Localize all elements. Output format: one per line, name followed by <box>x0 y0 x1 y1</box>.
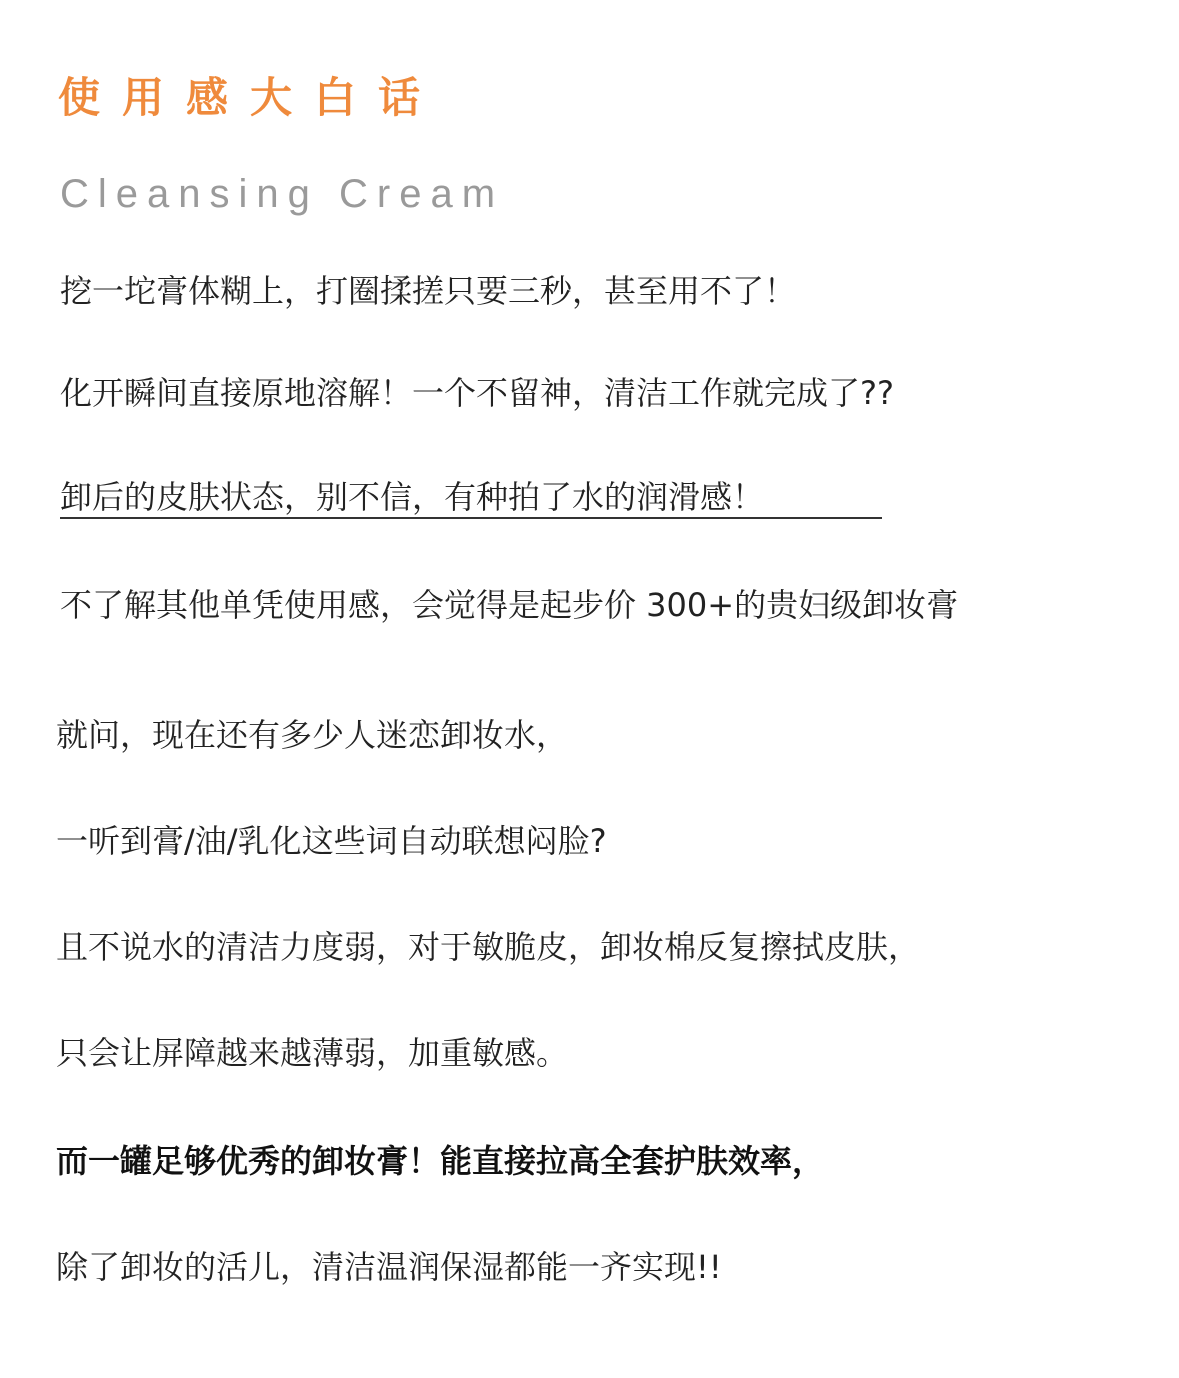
paragraph-7: 且不说水的清洁力度弱，对于敏脆皮，卸妆棉反复擦拭皮肤， <box>56 928 921 966</box>
paragraph-3-underlined: 卸后的皮肤状态，别不信，有种拍了水的润滑感！ <box>60 478 765 516</box>
paragraph-6: 一听到膏/油/乳化这些词自动联想闷脸? <box>56 822 607 860</box>
paragraph-9-bold: 而一罐足够优秀的卸妆膏！能直接拉高全套护肤效率， <box>56 1142 825 1180</box>
paragraph-5: 就问，现在还有多少人迷恋卸妆水， <box>56 716 569 754</box>
paragraph-3-underline <box>60 517 882 519</box>
paragraph-8: 只会让屏障越来越薄弱，加重敏感。 <box>56 1034 569 1072</box>
section-title: 使用感大白话 <box>58 73 443 122</box>
paragraph-4: 不了解其他单凭使用感，会觉得是起步价 300+的贵妇级卸妆膏 <box>60 586 959 624</box>
paragraph-2: 化开瞬间直接原地溶解！一个不留神，清洁工作就完成了?? <box>60 374 894 412</box>
paragraph-10: 除了卸妆的活儿，清洁温润保湿都能一齐实现!! <box>56 1248 722 1286</box>
section-subtitle: Cleansing Cream <box>60 172 505 216</box>
paragraph-1: 挖一坨膏体糊上，打圈揉搓只要三秒，甚至用不了！ <box>60 272 797 310</box>
